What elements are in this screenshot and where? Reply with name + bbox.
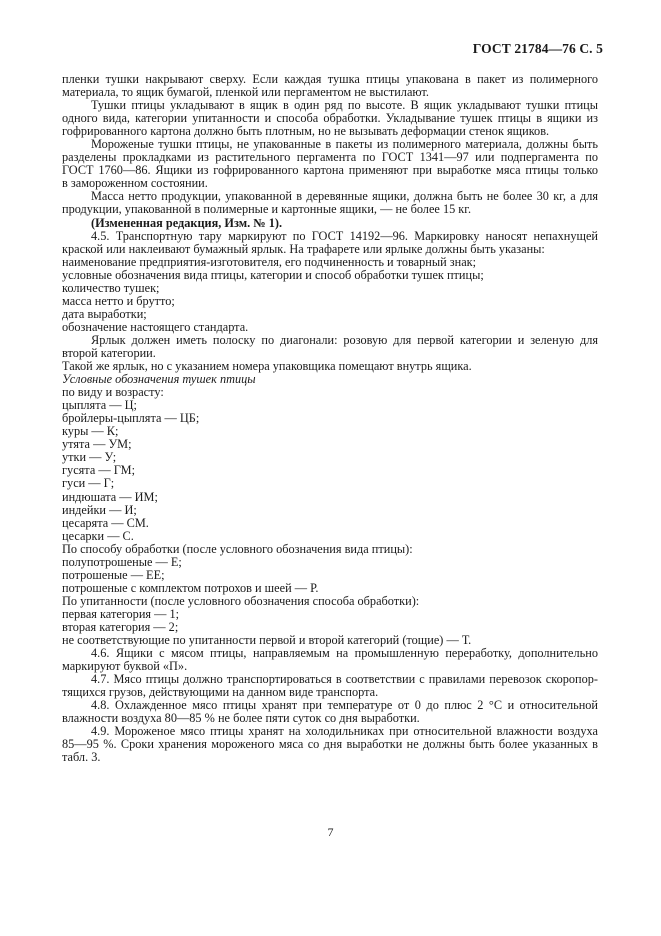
- text-line: индюшата — ИМ;: [62, 489, 158, 504]
- text-line: пленки тушки накрывают сверху. Если каждая тушка птицы упакована в пакет из полимерного: [62, 72, 598, 86]
- text-line: (Измененная редакция, Изм. № 1).: [91, 215, 283, 230]
- page-header: ГОСТ 21784—76 С. 5: [472, 41, 603, 56]
- text-line: По упитанности (после условного обозначения способа обработки):: [62, 593, 420, 608]
- text-line: утята — УМ;: [62, 437, 132, 452]
- text-line: Ярлык должен иметь полоску по диагонали: розовую для первой категории и зеленую для: [91, 332, 598, 347]
- text-line: не соответствующие по упитанности первой и второй категорий (тощие) — Т.: [62, 633, 472, 648]
- text-line: индейки — И;: [62, 502, 137, 517]
- text-line: краской или наклеивают бумажный ярлык. На трафарете или ярлыке должны быть указаны:: [62, 241, 545, 256]
- text-line: гофрированного картона должно быть плотным, но не вызывать деформации стенок ящиков.: [62, 124, 550, 139]
- text-line: 4.7. Мясо птицы должно транспортироваться в соответствии с правилами перевозок скоропор-: [91, 672, 598, 687]
- text-line: второй категории.: [62, 345, 156, 360]
- text-line: Мороженые тушки птицы, не упакованные в пакеты из полимерного материала, должны быть: [91, 137, 598, 152]
- text-line: продукции, упакованной в полимерные и картонные ящики, — не более 15 кг.: [62, 202, 472, 217]
- text-line: куры — К;: [62, 424, 119, 439]
- text-line: первая категория — 1;: [62, 606, 180, 621]
- text-line: Такой же ярлык, но с указанием номера упаковщика помещают внутрь ящика.: [62, 359, 472, 374]
- text-line: Условные обозначения тушек птицы: [62, 372, 256, 387]
- text-line: наименование предприятия-изготовителя, его подчиненность и товарный знак;: [62, 254, 477, 269]
- text-line: гуси — Г;: [62, 476, 115, 491]
- text-line: бройлеры-цыплята — ЦБ;: [62, 411, 200, 426]
- text-line: дата выработки;: [62, 306, 147, 321]
- text-line: материала, то ящик бумагой, пленкой или пергаментом не выстилают.: [62, 85, 429, 100]
- text-line: утки — У;: [62, 450, 117, 465]
- text-line: цесарята — СМ.: [62, 515, 149, 530]
- text-line: цыплята — Ц;: [62, 398, 137, 413]
- text-line: цесарки — С.: [62, 528, 134, 543]
- text-line: обозначение настоящего стандарта.: [62, 319, 249, 334]
- text-line: 4.5. Транспортную тару маркируют по ГОСТ 14192—96. Маркировку наносят непахнущей: [91, 228, 598, 243]
- text-line: потрошеные — ЕЕ;: [62, 567, 165, 582]
- text-line: количество тушек;: [62, 280, 160, 295]
- text-line: табл. 3.: [62, 750, 101, 765]
- text-line: масса нетто и брутто;: [62, 293, 175, 308]
- text-line: 4.9. Мороженое мясо птицы хранят на холодильниках при относительной влажности воздуха: [91, 724, 598, 739]
- page-number: 7: [327, 825, 334, 839]
- text-line: 4.6. Ящики с мясом птицы, направляемым на промышленную переработку, дополнительно: [91, 646, 598, 661]
- text-line: ГОСТ 1760—86. Ящики из гофрированного картона применяют при выработке мяса птицы только: [62, 163, 598, 178]
- text-line: условные обозначения вида птицы, категории и способ обработки тушек птицы;: [62, 267, 484, 282]
- text-line: одного вида, категории упитанности и способа обработки. Укладывание тушек птицы в ящики из: [62, 111, 598, 126]
- text-line: влажности воздуха 80—85 % не более пяти суток со дня выработки.: [62, 711, 420, 726]
- text-line: потрошеные с комплектом потрохов и шеей — Р.: [62, 580, 319, 595]
- text-line: Тушки птицы укладывают в ящик в один ряд по высоте. В ящик укладывают тушки птицы: [91, 98, 598, 113]
- body-text: [62, 73, 598, 764]
- text-line: тящихся грузов, действующими на данном виде транспорта.: [62, 685, 379, 700]
- text-line: по виду и возрасту:: [62, 385, 164, 400]
- text-line: маркируют буквой «П».: [62, 659, 188, 674]
- text-line: Масса нетто продукции, упакованной в деревянные ящики, должна быть не более 30 кг, а для: [91, 189, 598, 204]
- text-line: полупотрошеные — Е;: [62, 554, 182, 569]
- text-line: вторая категория — 2;: [62, 619, 179, 634]
- text-line: гусята — ГМ;: [62, 463, 136, 478]
- text-line: 4.8. Охлажденное мясо птицы хранят при температуре от 0 до плюс 2 °С и относительной: [91, 698, 598, 713]
- text-line: 85—95 %. Сроки хранения мороженого мяса со дня выработки не должны быть более указанных в: [62, 737, 598, 752]
- text-line: разделены прокладками из растительного пергамента по ГОСТ 1341—97 или подпергамента по: [62, 150, 598, 165]
- text-line: По способу обработки (после условного обозначения вида птицы):: [62, 541, 413, 556]
- text-line: в замороженном состоянии.: [62, 176, 208, 191]
